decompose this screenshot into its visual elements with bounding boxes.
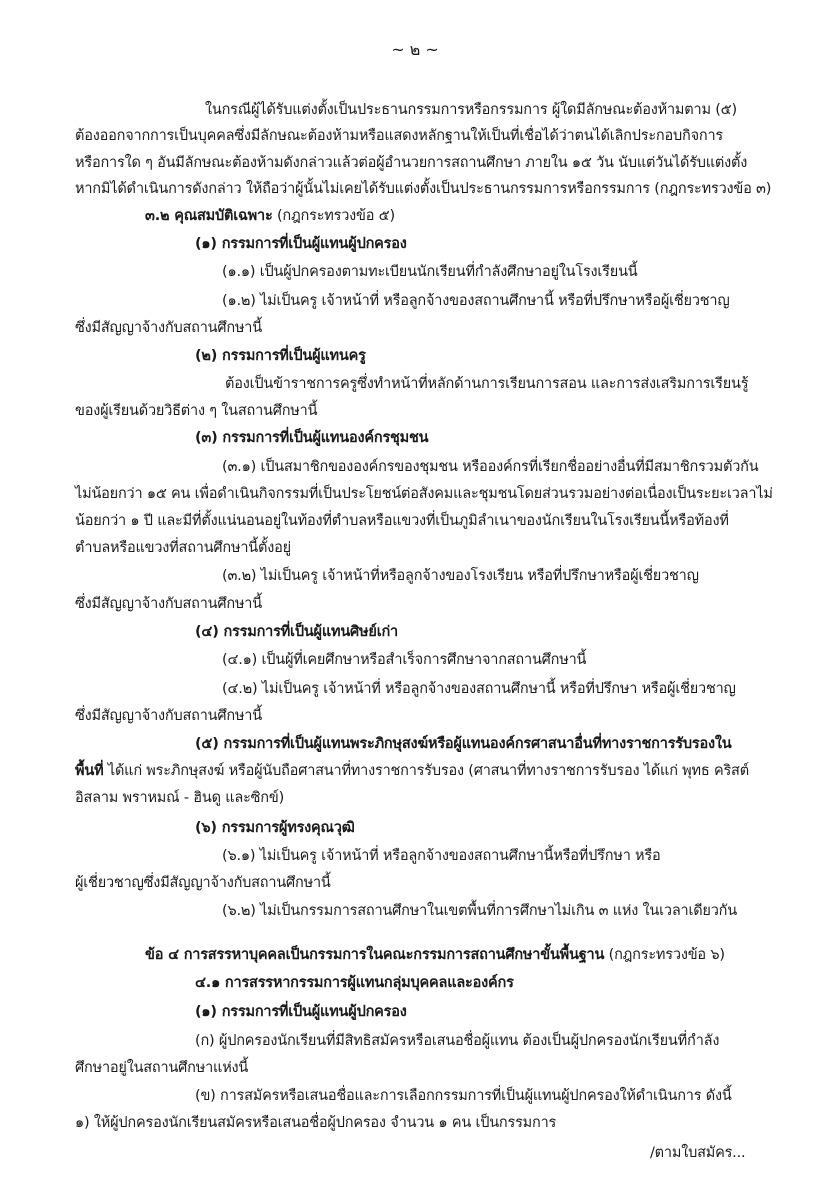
intro-line-1: ในกรณีผู้ได้รับแต่งตั้งเป็นประธานกรรมการหรือกรรมการ ผู้ใดมีลักษณะต้องห้ามตาม (๕): [205, 102, 737, 118]
item-4-title: (๔) กรรมการที่เป็นผู้แทนศิษย์เก่า: [195, 624, 398, 640]
intro-line-3: หรือการใด ๆ อันมีลักษณะต้องห้ามดังกล่าวแล้วต่อผู้อำนวยการสถานศึกษา ภายใน ๑๕ วัน นับแต่วันได้รับแต่งตั้ง: [75, 155, 748, 171]
item-5-text: ได้แก่ พระภิกษุสงฆ์ หรือผู้นับถือศาสนาที่ทางราชการรับรอง (ศาสนาที่ทางราชการรับรอง ได้แก่ พุทธ คริสต์: [107, 763, 749, 779]
item-4-2-line-1: (๔.๒) ไม่เป็นครู เจ้าหน้าที่ หรือลูกจ้างของสถานศึกษานี้ หรือที่ปรึกษา หรือผู้เชี่ยวชาญ: [222, 681, 736, 697]
section-4-title: ข้อ ๔ การสรรหาบุคคลเป็นกรรมการในคณะกรรมการสถานศึกษาขั้นพื้นฐาน: [145, 947, 605, 963]
section-3-2-title: ๓.๒ คุณสมบัติเฉพาะ: [145, 208, 273, 224]
item-5-line-2: [75, 761, 749, 781]
item-5-title: (๕) กรรมการที่เป็นผู้แทนพระภิกษุสงฆ์หรือผู้แทนองค์กรศาสนาอื่นที่ทางราชการรับรองใน: [195, 736, 732, 752]
section-4-item-b-line-2: ๑) ให้ผู้ปกครองนักเรียนสมัครหรือเสนอชื่อผู้ปกครอง จำนวน ๑ คน เป็นกรรมการ: [75, 1115, 557, 1131]
intro-line-2: ต้องออกจากการเป็นบุคคลซึ่งมีลักษณะต้องห้ามหรือแสดงหลักฐานให้เป็นที่เชื่อได้ว่าตนได้เลิกประกอบกิจการ: [75, 128, 724, 144]
section-4-item-b-line-1: (ข) การสมัครหรือเสนอชื่อและการเลือกกรรมการที่เป็นผู้แทนผู้ปกครองให้ดำเนินการ ดังนี้: [195, 1088, 732, 1104]
section-4-item-1-title: (๑) กรรมการที่เป็นผู้แทนผู้ปกครอง: [195, 1004, 407, 1020]
intro-line-4: หากมิได้ดำเนินการดังกล่าว ให้ถือว่าผู้นั้นไม่เคยได้รับแต่งตั้งเป็นประธานกรรมการหรือกรรมการ (กฎกระทรวงข้อ ๓): [75, 181, 772, 197]
section-4-ref: (กฎกระทรวงข้อ ๖): [608, 947, 725, 963]
item-2-line-1: ต้องเป็นข้าราชการครูซึ่งทำหน้าที่หลักด้านการเรียนการสอน และการส่งเสริมการเรียนรู้: [225, 376, 749, 392]
item-1-title: (๑) กรรมการที่เป็นผู้แทนผู้ปกครอง: [195, 236, 407, 252]
section-4-item-a-line-2: ศึกษาอยู่ในสถานศึกษาแห่งนี้: [75, 1060, 249, 1076]
item-4-1: (๔.๑) เป็นผู้ที่เคยศึกษาหรือสำเร็จการศึกษาจากสถานศึกษานี้: [222, 652, 587, 668]
section-4-1-title: ๔.๑ การสรรหากรรมการผู้แทนกลุ่มบุคคลและองค์กร: [195, 975, 514, 991]
page-number: ~ ๒ ~: [391, 40, 439, 59]
item-3-1-line-2: ไม่น้อยกว่า ๑๕ คน เพื่อดำเนินกิจกรรมที่เป็นประโยชน์ต่อสังคมและชุมชนโดยส่วนรวมอย่างต่อเนื่องเป็นระยะเวลาไม่: [75, 486, 773, 502]
item-6-1-line-2: ผู้เชี่ยวชาญซึ่งมีสัญญาจ้างกับสถานศึกษานี้: [75, 875, 331, 891]
item-4-2-line-2: ซึ่งมีสัญญาจ้างกับสถานศึกษานี้: [75, 708, 262, 724]
item-6-1-line-1: (๖.๑) ไม่เป็นครู เจ้าหน้าที่ หรือลูกจ้างของสถานศึกษานี้หรือที่ปรึกษา หรือ: [222, 848, 661, 864]
section-4-heading: [145, 945, 725, 965]
item-3-title: (๓) กรรมการที่เป็นผู้แทนองค์กรชุมชน: [195, 430, 429, 446]
item-3-2-line-2: ซึ่งมีสัญญาจ้างกับสถานศึกษานี้: [75, 596, 262, 612]
continuation-note: /ตามใบสมัคร...: [650, 1145, 746, 1161]
item-6-2: (๖.๒) ไม่เป็นกรรมการสถานศึกษาในเขตพื้นที่การศึกษาไม่เกิน ๓ แห่ง ในเวลาเดียวกัน: [222, 903, 737, 919]
item-3-2-line-1: (๓.๒) ไม่เป็นครู เจ้าหน้าที่หรือลูกจ้างของโรงเรียน หรือที่ปรึกษาหรือผู้เชี่ยวชาญ: [222, 568, 699, 584]
item-3-1-line-4: ตำบลหรือแขวงที่สถานศึกษานี้ตั้งอยู่: [75, 540, 291, 556]
section-3-2-heading: [145, 206, 395, 226]
item-1-2-line-2: ซึ่งมีสัญญาจ้างกับสถานศึกษานี้: [75, 320, 262, 336]
item-1-1: (๑.๑) เป็นผู้ปกครองตามทะเบียนนักเรียนที่กำลังศึกษาอยู่ในโรงเรียนนี้: [222, 264, 638, 280]
item-2-line-2: ของผู้เรียนด้วยวิธีต่าง ๆ ในสถานศึกษานี้: [75, 403, 318, 419]
section-4-item-a-line-1: (ก) ผู้ปกครองนักเรียนที่มีสิทธิสมัครหรือเสนอชื่อผู้แทน ต้องเป็นผู้ปกครองนักเรียนที่กำลัง: [195, 1033, 720, 1049]
item-2-title: (๒) กรรมการที่เป็นผู้แทนครู: [195, 348, 366, 364]
item-6-title: (๖) กรรมการผู้ทรงคุณวุฒิ: [195, 820, 355, 836]
item-5-title-end: พื้นที่: [75, 763, 104, 779]
item-5-line-3: อิสลาม พราหมณ์ - ฮินดู และซิกข์): [75, 790, 285, 806]
item-1-2-line-1: (๑.๒) ไม่เป็นครู เจ้าหน้าที่ หรือลูกจ้างของสถานศึกษานี้ หรือที่ปรึกษาหรือผู้เชี่ยวชาญ: [222, 293, 730, 309]
item-3-1-line-1: (๓.๑) เป็นสมาชิกขององค์กรของชุมชน หรือองค์กรที่เรียกชื่ออย่างอื่นที่มีสมาชิกรวมตัวกัน: [222, 459, 759, 475]
section-3-2-ref: (กฎกระทรวงข้อ ๕): [276, 208, 395, 224]
item-3-1-line-3: น้อยกว่า ๑ ปี และมีที่ตั้งแน่นอนอยู่ในท้องที่ตำบลหรือแขวงที่เป็นภูมิลำเนาของนักเรียนในโรงเรียนนี้หรือท้องที่: [75, 513, 729, 529]
